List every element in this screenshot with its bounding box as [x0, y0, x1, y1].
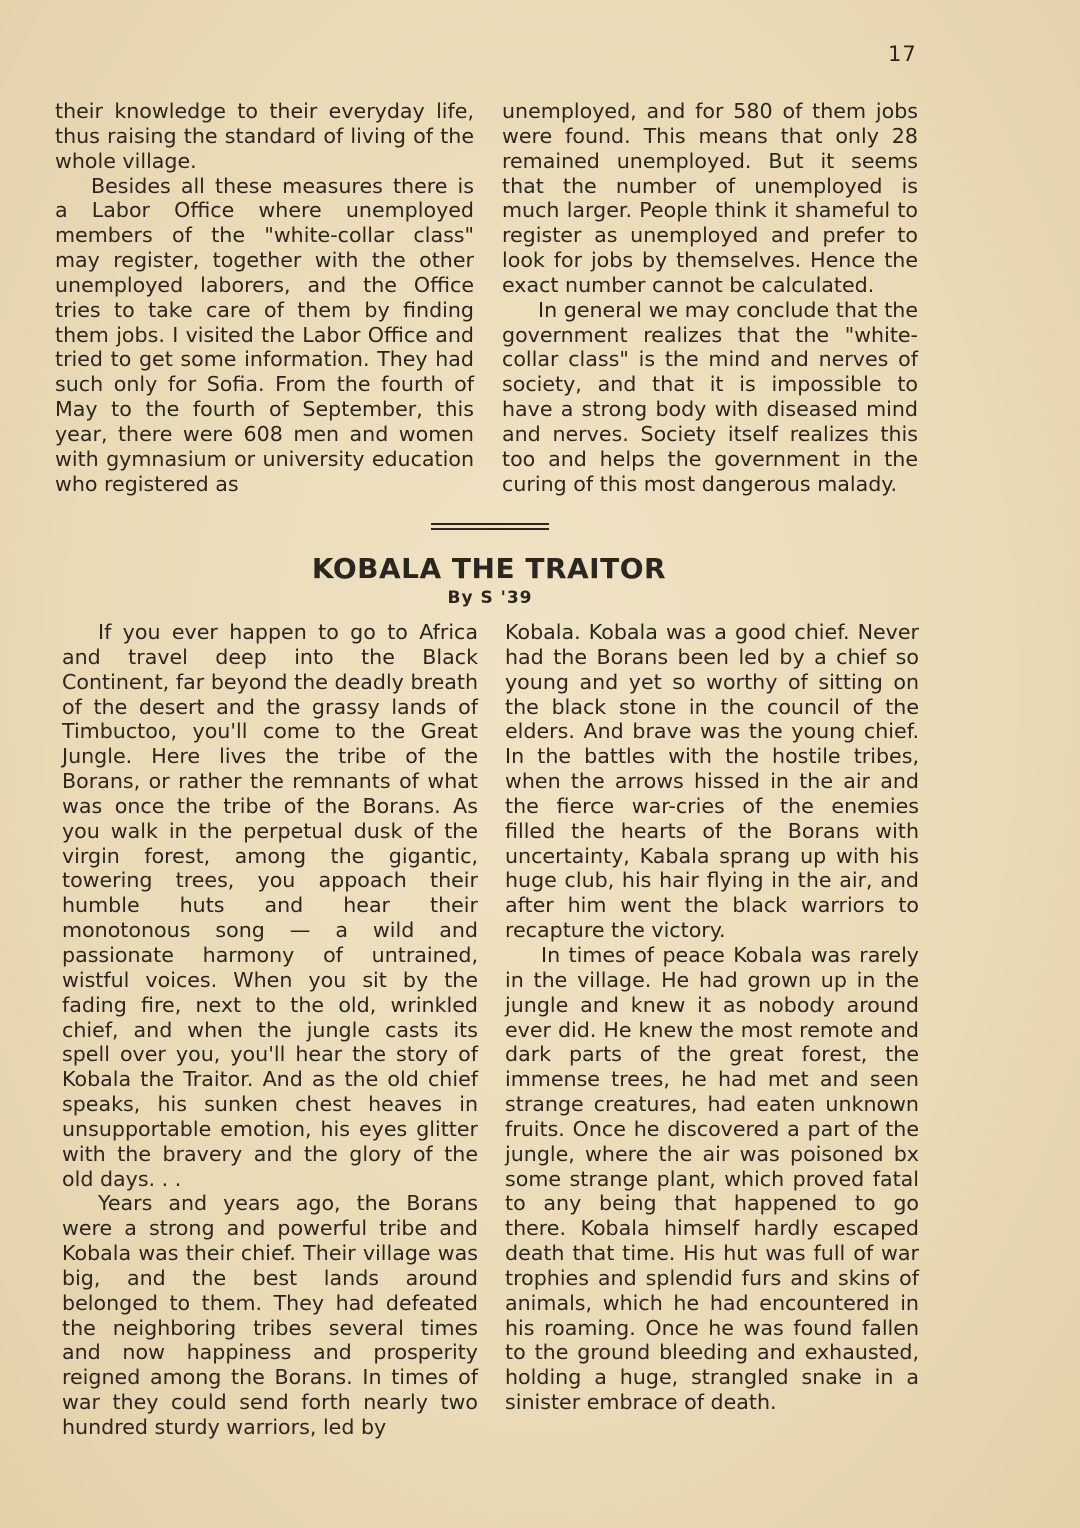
- paragraph: Years and years ago, the Borans were a strong and powerful tribe and Kobala was their chief. Their village was big, and the best lands around belonged to them. They had defeated the neighboring tribes several times and now happiness and prosperity reigned among the Borans. In times of war they could send forth nearly two hundred sturdy warriors, led by: [62, 1191, 478, 1439]
- paragraph: In times of peace Kobala was rarely in the village. He had grown up in the jungle and knew it as nobody around ever did. He knew the most remote and dark parts of the great forest, the immense trees, he had met and seen strange creatures, had eaten unknown fruits. Once he discovered a part of the jungle, where the air was poisoned bx some strange plant, which proved fatal to any being that happened to go there. Kobala himself hardly escaped death that time. His hut was full of war trophies and splendid furs and skins of animals, which he had encountered in his roaming. Once he was found fallen to the ground bleeding and exhausted, holding a huge, strangled snake in a sinister embrace of death.: [505, 942, 919, 1415]
- upper-left-column: [55, 99, 474, 497]
- story-left-column: [62, 620, 478, 1440]
- paragraph: Besides all these measures there is a Labor Office where unemployed members of the "white-collar class" may register, together with the other unemployed laborers, and the Office tries to take care of them by finding them jobs. I visited the Labor Office and tried to get some information. They had such only for Sofia. From the fourth of May to the fourth of September, this year, there were 608 men and women with gymnasium or university education who registered as: [55, 173, 474, 496]
- story-byline: By S '39: [447, 588, 533, 608]
- story-title: KOBALA THE TRAITOR: [311, 552, 667, 585]
- paragraph: their knowledge to their everyday life, thus raising the standard of living of the whole village.: [55, 99, 474, 173]
- paragraph: In general we may conclude that the government realizes that the "white-collar class" is the mind and nerves of society, and that it is impossible to have a strong body with diseased mind and nerves. Society itself realizes this too and helps the government in the curing of this most dangerous malady.: [502, 297, 918, 496]
- paragraph: unemployed, and for 580 of them jobs were found. This means that only 28 remained unemployed. But it seems that the number of unemployed is much larger. People think it shameful to register as unemployed and prefer to look for jobs by themselves. Hence the exact number cannot be calculated.: [502, 99, 918, 297]
- story-right-column: [505, 620, 919, 1415]
- paragraph: Kobala. Kobala was a good chief. Never had the Borans been led by a chief so young and yet so worthy of sitting on the black stone in the council of the elders. And brave was the young chief. In the battles with the hostile tribes, when the arrows hissed in the air and the fierce war-cries of the enemies filled the hearts of the Borans with uncertainty, Kabala sprang up with his huge club, his hair flying in the air, and after him went the black warriors to recapture the victory.: [505, 620, 919, 943]
- page-number: 17: [888, 42, 917, 66]
- section-divider: [431, 523, 549, 530]
- paragraph: If you ever happen to go to Africa and travel deep into the Black Continent, far beyond the deadly breath of the desert and the grassy lands of Timbuctoo, you'll come to the Great Jungle. Here lives the tribe of the Borans, or rather the remnants of what was once the tribe of the Borans. As you walk in the perpetual dusk of the virgin forest, among the gigantic, towering trees, you appoach their humble huts and hear their monotonous song — a wild and passionate harmony of untrained, wistful voices. When you sit by the fading fire, next to the old, wrinkled chief, and when the jungle casts its spell over you, you'll hear the story of Kobala the Traitor. And as the old chief speaks, his sunken chest heaves in unsupportable emotion, his eyes glitter with the bravery and the glory of the old days. . .: [62, 620, 478, 1191]
- upper-right-column: [502, 99, 918, 497]
